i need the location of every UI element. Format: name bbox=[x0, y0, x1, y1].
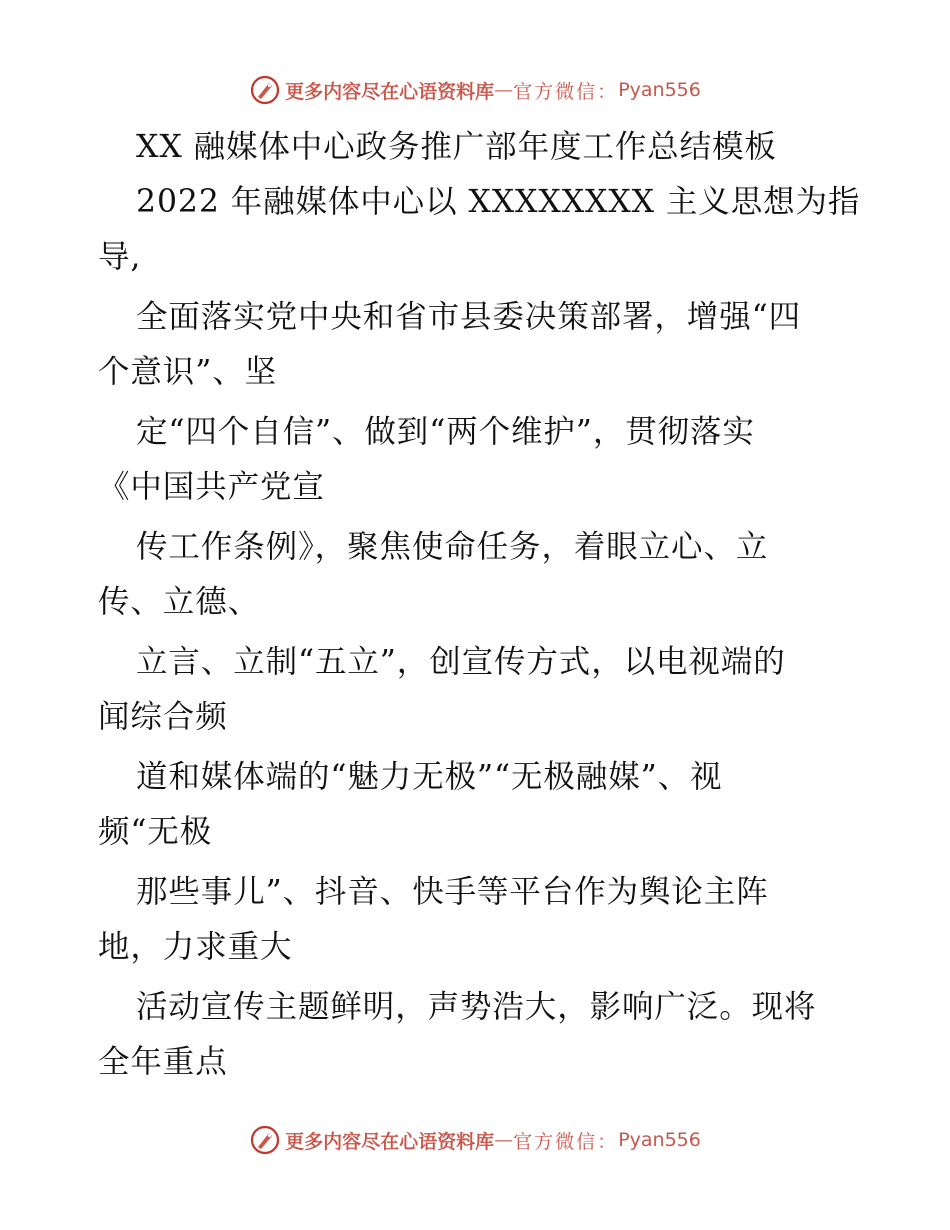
paragraph-line: 全面落实党中央和省市县委决策部署，增强“四 bbox=[136, 299, 802, 335]
watermark-wechat-id: Pyan556 bbox=[618, 1129, 701, 1151]
paragraph-line: 那些事儿”、抖音、快手等平台作为舆论主阵 bbox=[136, 874, 769, 910]
paragraph-line: 传、立德、 bbox=[98, 584, 261, 620]
watermark-dash: — bbox=[494, 79, 514, 101]
pen-nib-icon bbox=[249, 1124, 281, 1156]
paragraph-line: 传工作条例》，聚焦使命任务，着眼立心、立 bbox=[136, 529, 769, 565]
paragraph-line: 个意识”、坚 bbox=[98, 354, 278, 390]
paragraph-line: 活动宣传主题鲜明，声势浩大，影响广泛。现将 bbox=[136, 989, 817, 1025]
paragraph-line: 全年重点 bbox=[98, 1044, 228, 1080]
watermark-wechat-id: Pyan556 bbox=[618, 79, 701, 101]
watermark-dash: — bbox=[494, 1129, 514, 1151]
watermark-text: 更多内容尽在心语资料库 bbox=[285, 1130, 495, 1153]
watermark-wechat-label: 官方微信： bbox=[513, 1130, 619, 1153]
watermark-wechat-label: 官方微信： bbox=[513, 80, 619, 103]
watermark-text: 更多内容尽在心语资料库 bbox=[285, 80, 495, 103]
paragraph-line: 道和媒体端的“魅力无极”“无极融媒”、视 bbox=[136, 759, 723, 795]
paragraph-line: 立言、立制“五立”，创宣传方式，以电视端的 bbox=[136, 644, 786, 680]
document-title: XX 融媒体中心政务推广部年度工作总结模板 bbox=[136, 129, 777, 165]
paragraph-line: 闻综合频 bbox=[98, 699, 228, 735]
paragraph-line: 《中国共产党宣 bbox=[98, 469, 325, 505]
header-watermark bbox=[0, 70, 950, 110]
paragraph-line: 频“无极 bbox=[98, 814, 213, 850]
paragraph-line: 地，力求重大 bbox=[98, 929, 293, 965]
pen-nib-icon bbox=[249, 74, 281, 106]
paragraph-line: 2022 年融媒体中心以 XXXXXXXX 主义思想为指 bbox=[136, 184, 861, 220]
paragraph-line: 定“四个自信”、做到“两个维护”，贯彻落实 bbox=[136, 414, 755, 450]
footer-watermark bbox=[0, 1120, 950, 1160]
paragraph-line: 导, bbox=[98, 239, 142, 275]
document-body bbox=[98, 120, 868, 1090]
